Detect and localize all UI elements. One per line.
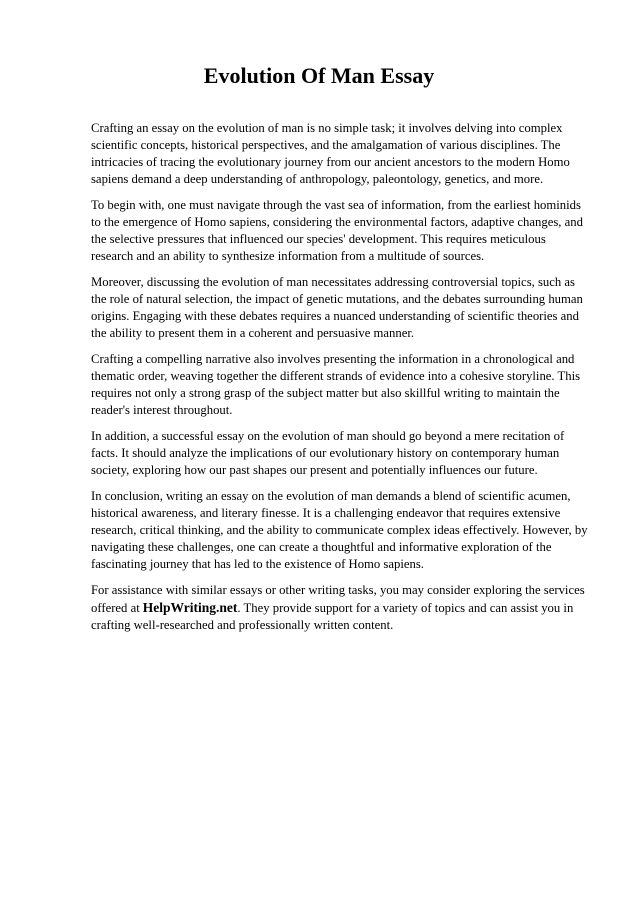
paragraph-research: To begin with, one must navigate through the vast sea of information, from the earliest hominids to the emergence of Homo sapiens, considering the environmental factors, adaptive changes, and the selective pressures that influenced our species' development. This requires meticulous research and an ability to synthesize information from a multitude of sources.: [91, 198, 583, 263]
paragraph-conclusion: In conclusion, writing an essay on the evolution of man demands a blend of scientific acumen, historical awareness, and literary finesse. It is a challenging endeavor that requires extensive research, critical thinking, and the ability to communicate complex ideas effectively. However, by navigating these challenges, one can create a thoughtful and informative exploration of the fascinating journey that has led to the existence of Homo sapiens.: [91, 489, 588, 571]
paragraph-narrative: Crafting a compelling narrative also involves presenting the information in a chronological and thematic order, weaving together the different strands of evidence into a cohesive storyline. This requires not only a strong grasp of the subject matter but also skillful writing to maintain the reader's interest throughout.: [91, 352, 581, 417]
paragraph-analysis: In addition, a successful essay on the evolution of man should go beyond a mere recitation of facts. It should analyze the implications of our evolutionary history on contemporary human society, exploring how our past shapes our present and potentially influences our future.: [91, 429, 565, 477]
page-title: Evolution Of Man Essay: [203, 63, 435, 88]
helpwriting-link[interactable]: HelpWriting.net: [142, 600, 238, 615]
paragraph-assistance: [91, 582, 591, 634]
assistance-text-before: For assistance with similar essays or other writing tasks, you may consider exploring the services offered at: [91, 583, 585, 615]
assistance-text-after: . They provide support for a variety of topics and can assist you in crafting well-researched and professionally written content.: [91, 601, 574, 632]
paragraph-intro: Crafting an essay on the evolution of man is no simple task; it involves delving into complex scientific concepts, historical perspectives, and the amalgamation of various disciplines. The intricacies of tracing the evolutionary journey from our ancient ancestors to the modern Homo sapiens demand a deep understanding of anthropology, paleontology, genetics, and more.: [91, 121, 570, 186]
paragraph-controversy: Moreover, discussing the evolution of man necessitates addressing controversial topics, such as the role of natural selection, the impact of genetic mutations, and the debates surrounding human origins. Engaging with these debates requires a nuanced understanding of scientific theories and the ability to present them in a coherent and persuasive manner.: [91, 275, 583, 340]
essay-body: [91, 120, 591, 643]
